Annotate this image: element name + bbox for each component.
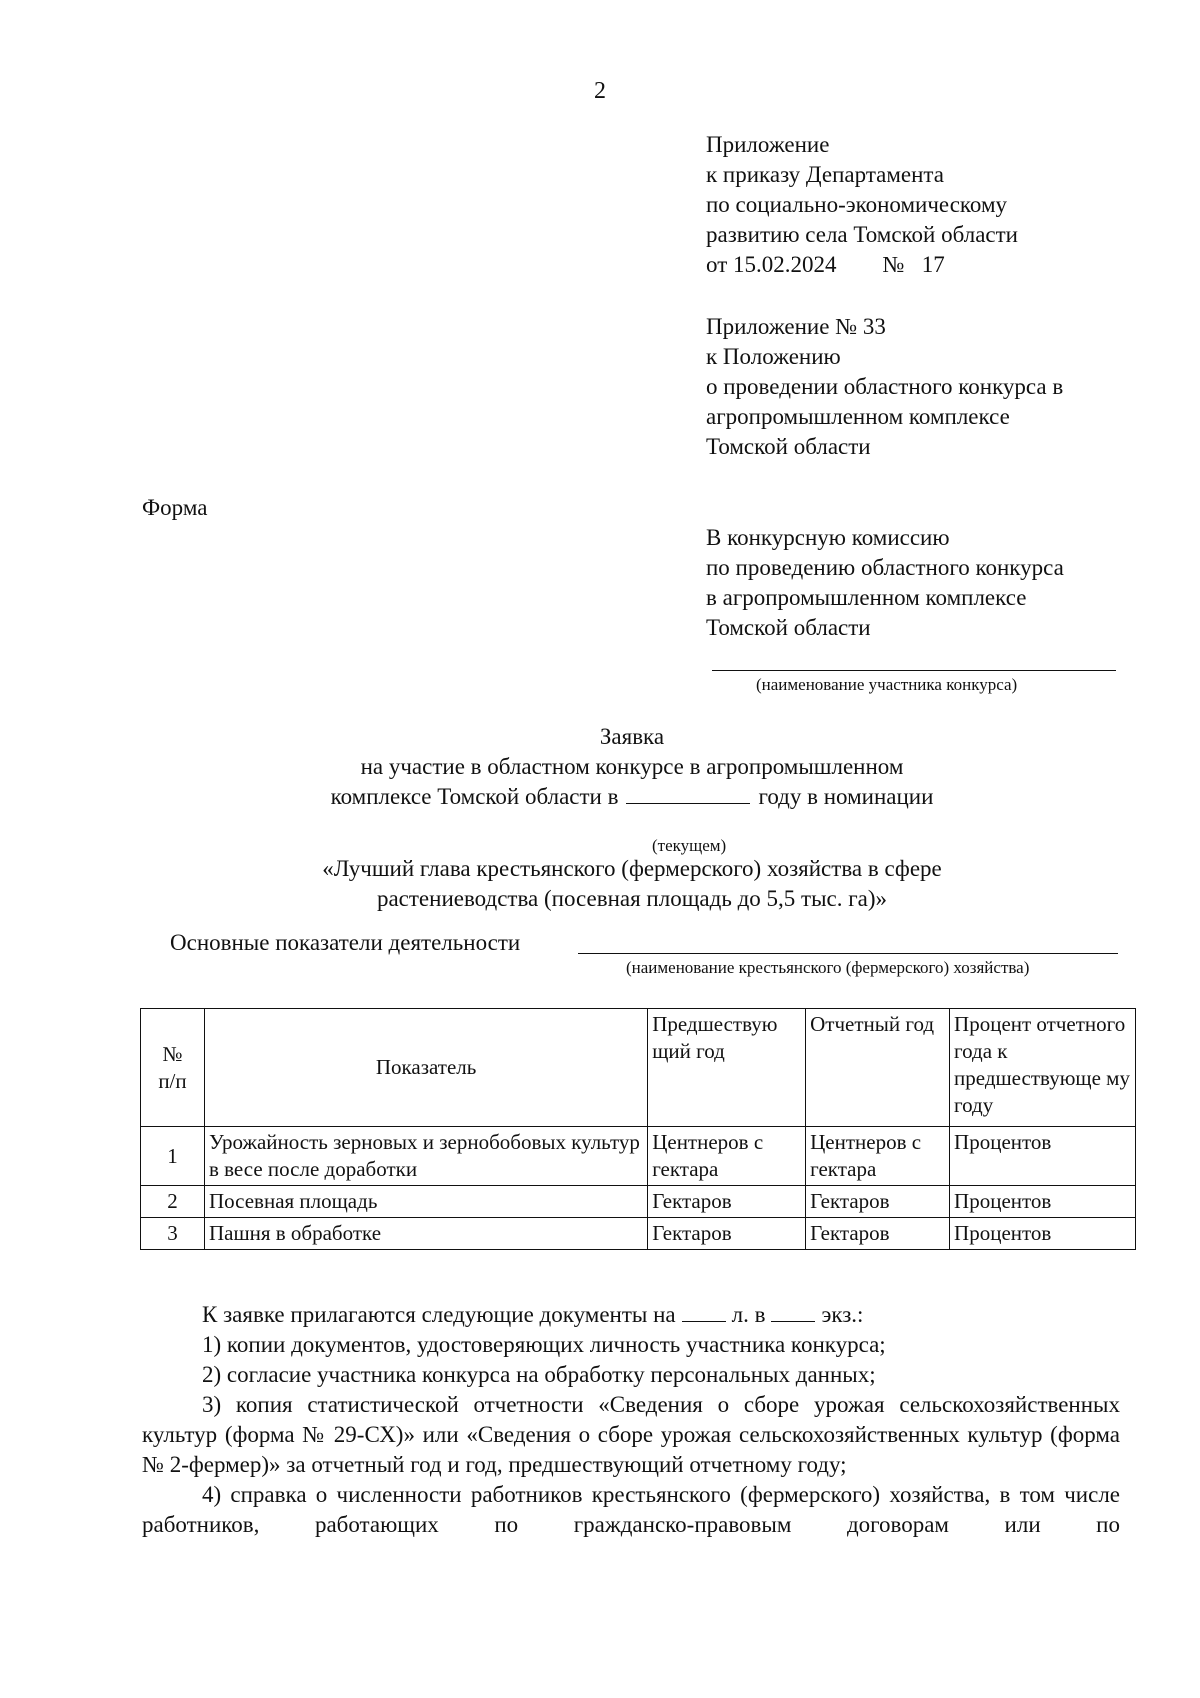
appendix-line: развитию села Томской области: [706, 222, 1018, 247]
docs-item-2: 2) согласие участника конкурса на обработку персональных данных;: [202, 1362, 876, 1387]
row-previous: Гектаров: [648, 1186, 806, 1218]
title-heading: Заявка: [599, 724, 665, 749]
addressee-line: по проведению областного конкурса: [706, 555, 1064, 580]
docs-intro-b: л. в: [731, 1302, 766, 1327]
row-num: 2: [141, 1186, 205, 1218]
appendix-33-line: Томской области: [706, 434, 871, 459]
nomination-line-2: растениеводства (посевная площадь до 5,5 тыс. га)»: [376, 886, 888, 911]
appendix-33-line: Приложение № 33: [706, 314, 886, 339]
row-percent: Процентов: [950, 1186, 1136, 1218]
row-num: 1: [141, 1127, 205, 1186]
year-blank[interactable]: [626, 783, 750, 804]
indicators-label: Основные показатели деятельности: [170, 930, 521, 955]
farm-caption: (наименование крестьянского (фермерского) хозяйства): [626, 958, 1030, 977]
header-indicator: Показатель: [204, 1009, 647, 1127]
addressee-line: В конкурсную комиссию: [706, 525, 950, 550]
appendix-line: Приложение: [706, 132, 830, 157]
application-title: [0, 722, 1200, 812]
docs-item-3: 3) копия статистической отчетности «Сведения о сборе урожая сельскохозяйственных культур (форма № 29-СХ)» или «Сведения о сборе урожая сельскохозяйственных культур (форма № 2-фермер)» за отчетный год и год, предшествующий отчетному году;: [142, 1392, 1120, 1477]
appendix-33-reference: [706, 312, 1063, 462]
docs-item-1: 1) копии документов, удостоверяющих личность участника конкурса;: [202, 1332, 886, 1357]
table-row: [141, 1186, 1136, 1218]
copies-blank[interactable]: [771, 1303, 815, 1322]
nomination-title: [0, 854, 1200, 914]
title-line-2: на участие в областном конкурсе в агропромышленном: [360, 754, 904, 779]
title-line-3-before: комплексе Томской области в: [330, 784, 619, 809]
row-indicator: Урожайность зерновых и зернобобовых культур в весе после доработки: [204, 1127, 647, 1186]
docs-intro-a: К заявке прилагаются следующие документы на: [202, 1302, 676, 1327]
form-label: Форма: [142, 495, 208, 520]
row-percent: Процентов: [950, 1218, 1136, 1250]
row-reporting: Гектаров: [806, 1218, 950, 1250]
table-row: [141, 1218, 1136, 1250]
row-previous: Центнеров с гектара: [648, 1127, 806, 1186]
title-line-3: [0, 782, 1200, 812]
row-previous: Гектаров: [648, 1218, 806, 1250]
row-num: 3: [141, 1218, 205, 1250]
addressee-line: Томской области: [706, 615, 871, 640]
row-reporting: Центнеров с гектара: [806, 1127, 950, 1186]
row-indicator: Пашня в обработке: [204, 1218, 647, 1250]
appendix-line: к приказу Департамента: [706, 162, 944, 187]
appendix-33-line: агропромышленном комплексе: [706, 404, 1010, 429]
attached-documents: [142, 1300, 1120, 1540]
header-reporting-year: Отчетный год: [806, 1009, 950, 1127]
current-year-caption: (текущем): [652, 836, 727, 855]
appendix-order-reference: [706, 130, 1018, 280]
indicators-table: [140, 1008, 1136, 1250]
row-percent: Процентов: [950, 1127, 1136, 1186]
docs-item-4: 4) справка о численности работников крестьянского (фермерского) хозяйства, в том числе работников, работающих по гражданско-правовым договорам или по: [142, 1482, 1120, 1537]
header-num: № п/п: [141, 1009, 205, 1127]
row-indicator: Посевная площадь: [204, 1186, 647, 1218]
header-previous-year: Предшествую щий год: [648, 1009, 806, 1127]
header-percent: Процент отчетного года к предшествующе му году: [950, 1009, 1136, 1127]
title-line-3-after: году в номинации: [758, 784, 934, 809]
table-row: [141, 1127, 1136, 1186]
table-header-row: [141, 1009, 1136, 1127]
nomination-line-1: «Лучший глава крестьянского (фермерского) хозяйства в сфере: [322, 856, 942, 881]
docs-intro: [142, 1300, 1120, 1330]
appendix-date-number: от 15.02.2024 № 17: [706, 252, 945, 277]
appendix-33-line: к Положению: [706, 344, 841, 369]
docs-intro-c: экз.:: [821, 1302, 864, 1327]
appendix-33-line: о проведении областного конкурса в: [706, 374, 1064, 399]
page-number: 2: [594, 78, 606, 104]
participant-caption: (наименование участника конкурса): [756, 675, 1018, 694]
addressee-line: в агропромышленном комплексе: [706, 585, 1027, 610]
participant-name-blank[interactable]: [712, 670, 1116, 671]
addressee-block: [706, 523, 1064, 643]
row-reporting: Гектаров: [806, 1186, 950, 1218]
sheets-blank[interactable]: [682, 1303, 726, 1322]
farm-name-blank[interactable]: [578, 953, 1118, 954]
appendix-line: по социально-экономическому: [706, 192, 1008, 217]
